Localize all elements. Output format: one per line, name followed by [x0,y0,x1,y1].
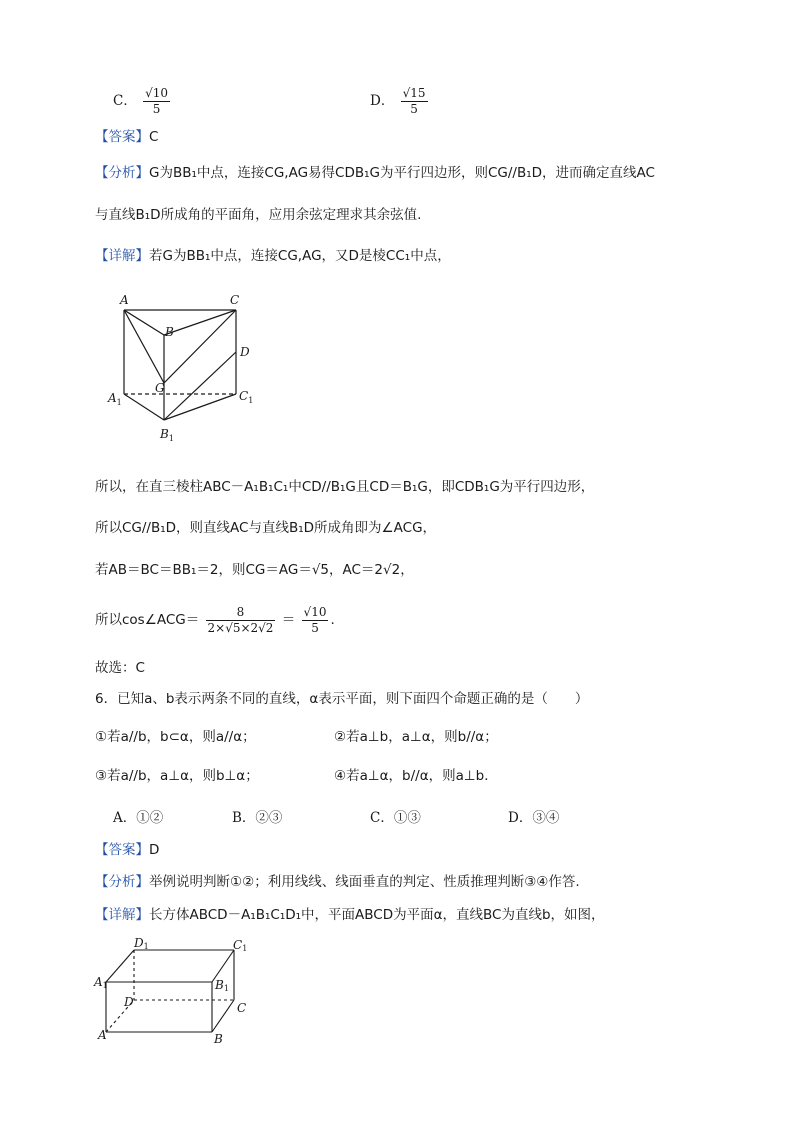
edge-bc [164,310,236,335]
cos-denominator: 2×√5×2√2 [207,620,274,635]
segment-cg [164,310,236,383]
analysis-text: G为BB₁中点，连接CG,AG易得CDB₁G为平行四边形，则CG//B₁D，进而确定直线AC [149,165,655,181]
q5-option-c-fraction [143,86,170,117]
q5-so-line2 [95,518,436,538]
q5-option-c-letter: C． [113,93,137,109]
analysis-text: 举例说明判断①②；利用线线、线面垂直的判定、性质推理判断③④作答. [149,874,580,890]
q6-option-c [370,806,421,826]
answer-tag: 【答案】 [95,842,149,858]
detail-text: 若G为BB₁中点，连接CG,AG，又D是棱CC₁中点， [149,248,451,264]
answer-value: C [149,129,159,145]
q6-prop-1-text: ①若a//b，b⊂α，则a//α； [95,729,256,745]
q5-cos-line [95,603,335,637]
q5-choose [95,658,145,678]
q5-option-d-numerator: √15 [402,86,426,100]
cos-prefix: 所以cos∠ACG＝ [95,612,200,628]
q5-option-c [113,86,172,117]
segment-b1d [164,352,236,420]
q6-option-a [113,806,163,826]
q5-analysis-line1 [95,163,655,183]
q5-analysis-line2 [95,205,421,225]
q5-option-d-denominator: 5 [410,102,418,116]
label-b1: $B_1$ [160,427,174,443]
q6-stem [95,689,588,709]
q6-prop-3-text: ③若a//b，a⊥α，则b⊥α； [95,768,259,784]
analysis-text-cont: 与直线B₁D所成角的平面角，应用余弦定理求其余弦值. [95,207,422,223]
cos-result-denominator: 5 [311,620,319,635]
q5-detail-line1 [95,246,451,266]
q5-option-c-numerator: √10 [145,86,169,100]
label-d: D [124,995,134,1009]
q5-so-line1 [95,477,594,497]
edge-ab [124,310,164,335]
label-a1: A1 [94,975,108,990]
q5-option-d [370,86,430,117]
q6-prop-3 [95,766,259,786]
label-c1: $C_1$ [239,389,254,405]
label-g: G [155,381,165,395]
q6-option-b [232,806,282,826]
cos-equals: ＝ [281,612,296,628]
analysis-tag: 【分析】 [95,165,149,181]
q5-option-d-fraction [401,86,428,117]
edge-a1d1 [106,950,134,982]
prism-figure [100,288,270,448]
q6-option-d [508,806,559,826]
detail-text: 长方体ABCD－A₁B₁C₁D₁中，平面ABCD为平面α，直线BC为直线b，如图， [149,907,605,923]
if-text: 若AB＝BC＝BB₁＝2，则CG＝AG＝√5，AC＝2√2， [95,562,414,578]
q5-if-line [95,560,414,580]
cuboid-figure [92,935,262,1050]
answer-value: D [149,842,160,858]
label-a: A [120,293,129,307]
label-b1: B1 [215,978,229,993]
label-d1: D1 [134,936,149,951]
q6-option-a-text: A．①② [113,810,164,826]
edge-b1c1 [164,394,236,420]
edge-a1b1 [124,394,164,420]
q6-answer [95,840,159,860]
so-text-2: 所以CG//B₁D，则直线AC与直线B₁D所成角即为∠ACG， [95,520,437,536]
label-a: A [98,1028,107,1042]
analysis-tag: 【分析】 [95,874,149,890]
label-c: C [230,293,240,307]
q6-prop-2 [334,727,498,747]
cos-fraction [206,605,276,636]
q6-stem-text: 6．已知a、b表示两条不同的直线，α表示平面，则下面四个命题正确的是（ ） [95,691,589,707]
q6-option-d-text: D．③④ [508,810,560,826]
label-b: B [165,325,174,339]
cos-end: . [330,612,335,628]
label-b: B [214,1032,223,1046]
so-text-1: 所以，在直三棱柱ABC－A₁B₁C₁中CD//B₁G且CD＝B₁G，即CDB₁G为平行四边形， [95,479,595,495]
answer-tag: 【答案】 [95,129,149,145]
cos-result-numerator: √10 [303,604,327,619]
q5-option-c-denominator: 5 [152,102,161,116]
choose-text: 故选：C [95,660,145,676]
label-d: D [240,345,250,359]
q6-detail [95,905,605,925]
q6-analysis [95,872,580,892]
q6-option-b-text: B．②③ [232,810,283,826]
label-c1: C1 [233,938,248,953]
detail-tag: 【详解】 [95,907,149,923]
q6-prop-1 [95,727,256,747]
q6-prop-4-text: ④若a⊥α，b//α，则a⊥b． [334,768,498,784]
label-c: C [237,1001,247,1015]
q5-answer [95,127,158,147]
detail-tag: 【详解】 [95,248,149,264]
q6-option-c-text: C．①③ [370,810,421,826]
edge-bc [212,1000,234,1032]
q6-prop-2-text: ②若a⊥b，a⊥α，则b//α； [334,729,498,745]
label-a1: $A_1$ [108,391,122,407]
cos-result-fraction [302,605,329,636]
segment-ag [124,310,164,383]
q5-option-d-letter: D． [370,93,395,109]
q6-prop-4 [334,766,498,786]
cos-numerator: 8 [206,605,276,621]
